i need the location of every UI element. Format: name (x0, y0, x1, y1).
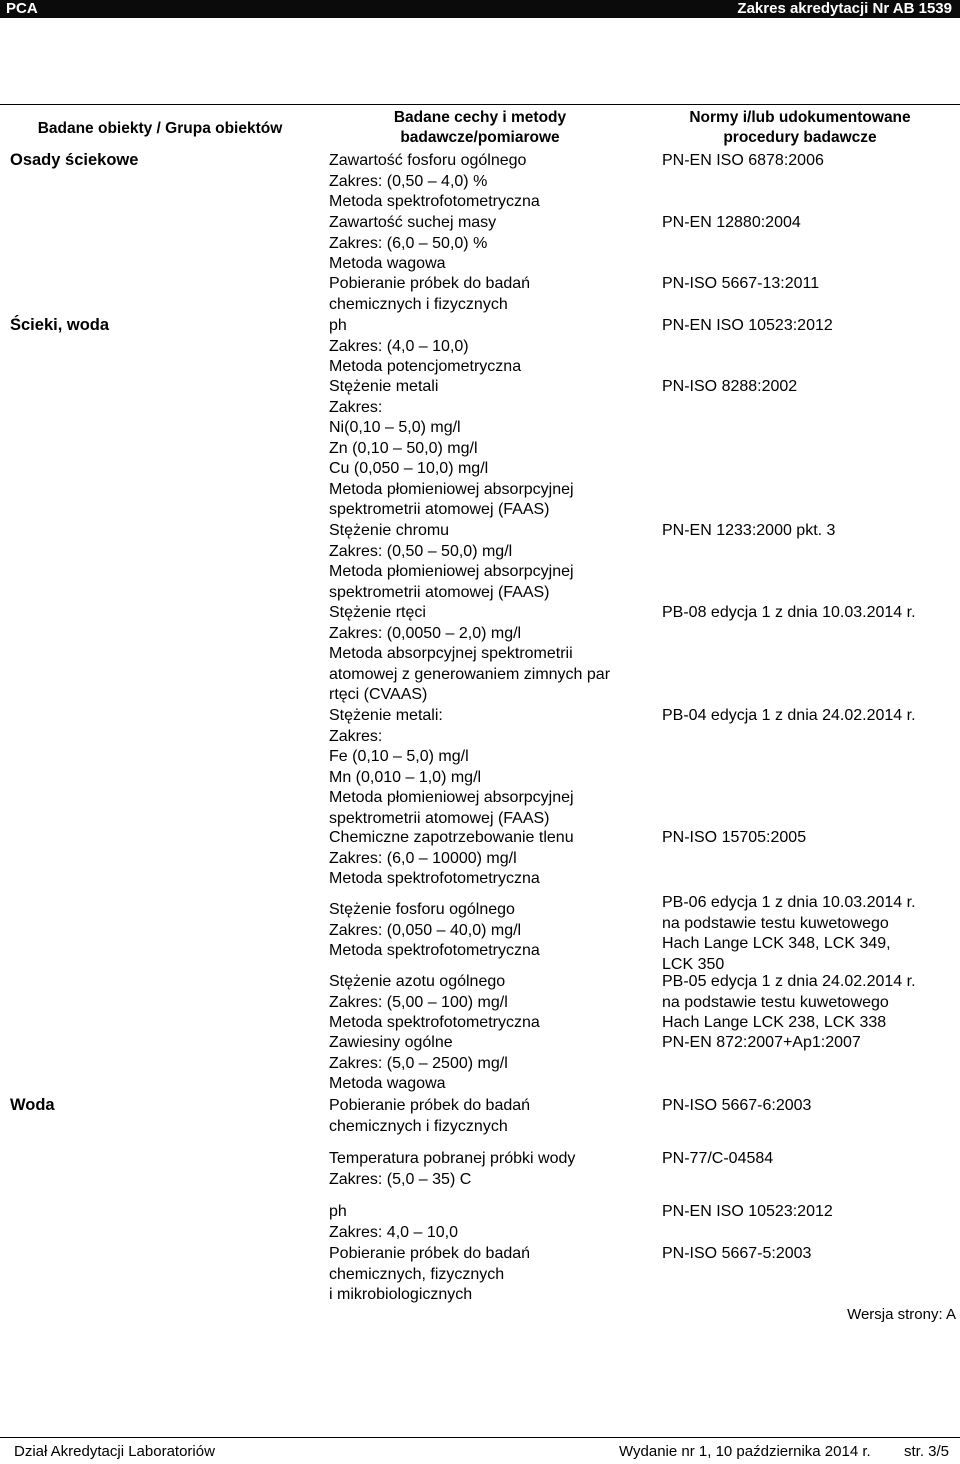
feature-line: Zakres: (5,0 – 2500) mg/l (329, 1054, 508, 1072)
header-title: Zakres akredytacji Nr AB 1539 (737, 0, 952, 17)
feature-cell (329, 972, 644, 1034)
feature-line: Metoda płomieniowej absorpcyjnej (329, 480, 574, 498)
top-header-bar (0, 0, 960, 18)
feature-line: chemicznych i fizycznych (329, 295, 508, 313)
feature-line: Zawartość suchej masy (329, 214, 497, 231)
feature-line: spektrometrii atomowej (FAAS) (329, 809, 550, 827)
col-header-features-line: Badane cechy i metody (393, 109, 567, 126)
feature-line: Cu (0,050 – 10,0) mg/l (329, 460, 489, 477)
feature-cell (329, 1149, 644, 1190)
feature-cell (329, 1244, 644, 1306)
norm-cell (662, 213, 954, 234)
feature-line: spektrometrii atomowej (FAAS) (329, 501, 550, 518)
norm-line: PN-ISO 8288:2002 (662, 378, 798, 395)
feature-line: Metoda spektrofotometryczna (329, 193, 540, 210)
header-rule (0, 104, 960, 105)
norm-cell (662, 1096, 954, 1117)
norm-line: PB-06 edycja 1 z dnia 10.03.2014 r. (662, 894, 916, 911)
feature-line: Chemiczne zapotrzebowanie tlenu (329, 829, 574, 846)
norm-cell (662, 603, 954, 624)
feature-line: Pobieranie próbek do badań (329, 1097, 531, 1114)
feature-line: Mn (0,010 – 1,0) mg/l (329, 768, 482, 786)
feature-line: Pobieranie próbek do badań (329, 275, 531, 292)
norm-line: na podstawie testu kuwetowego (662, 993, 889, 1011)
feature-line: Pobieranie próbek do badań (329, 1245, 531, 1262)
feature-cell (329, 1096, 644, 1137)
feature-cell (329, 706, 644, 829)
feature-line: Zakres: (329, 398, 383, 416)
feature-line: atomowej z generowaniem zimnych par (329, 665, 611, 683)
object-group-wastewater: Ścieki, woda (10, 316, 110, 334)
feature-cell (329, 316, 644, 378)
feature-line: Zakres: (6,0 – 10000) mg/l (329, 849, 517, 867)
feature-line: Metoda wagowa (329, 1075, 446, 1092)
page-version: Wersja strony: A (847, 1306, 956, 1323)
feature-line: Zawartość fosforu ogólnego (329, 152, 527, 169)
norm-cell (662, 151, 954, 172)
feature-line: Metoda spektrofotometryczna (329, 1014, 540, 1031)
feature-line: Stężenie rtęci (329, 604, 426, 621)
feature-line: Zakres: (4,0 – 10,0) (329, 337, 469, 355)
norm-cell (662, 893, 954, 975)
feature-line: i mikrobiologicznych (329, 1286, 473, 1303)
feature-line: Metoda potencjometryczna (329, 358, 522, 375)
feature-line: Zakres: (6,0 – 50,0) % (329, 234, 488, 252)
norm-line: PN-EN ISO 10523:2012 (662, 317, 833, 334)
feature-line: Metoda spektrofotometryczna (329, 870, 540, 887)
feature-line: rtęci (CVAAS) (329, 686, 428, 703)
feature-line: Zawiesiny ogólne (329, 1034, 453, 1051)
feature-line: Zakres: (0,050 – 40,0) mg/l (329, 921, 522, 939)
feature-cell (329, 377, 644, 521)
col-header-norms-line: procedury badawcze (723, 129, 877, 146)
feature-line: Fe (0,10 – 5,0) mg/l (329, 748, 469, 765)
feature-line: Metoda spektrofotometryczna (329, 942, 540, 959)
col-header-norms (645, 108, 955, 148)
norm-line: PB-04 edycja 1 z dnia 24.02.2014 r. (662, 707, 916, 724)
footer-edition: Wydanie nr 1, 10 października 2014 r. (619, 1443, 871, 1460)
feature-line: spektrometrii atomowej (FAAS) (329, 583, 550, 601)
norm-cell (662, 972, 954, 1034)
feature-cell (329, 151, 644, 213)
norm-line: PN-EN ISO 6878:2006 (662, 152, 824, 169)
feature-line: Stężenie fosforu ogólnego (329, 901, 515, 918)
norm-line: PB-05 edycja 1 z dnia 24.02.2014 r. (662, 973, 916, 990)
feature-cell (329, 213, 644, 275)
feature-line: Temperatura pobranej próbki wody (329, 1150, 576, 1167)
feature-line: Zakres: (329, 727, 383, 745)
feature-line: Zakres: 4,0 – 10,0 (329, 1223, 458, 1241)
footer-department: Dział Akredytacji Laboratoriów (14, 1443, 215, 1460)
feature-line: ph (329, 1203, 347, 1220)
object-group-water: Woda (10, 1096, 55, 1114)
object-group-sludge: Osady ściekowe (10, 151, 139, 169)
feature-line: Zakres: (0,50 – 50,0) mg/l (329, 542, 513, 560)
feature-cell (329, 274, 644, 315)
feature-line: Zakres: (5,00 – 100) mg/l (329, 993, 508, 1011)
norm-cell (662, 1202, 954, 1223)
norm-line: PN-ISO 15705:2005 (662, 829, 807, 846)
feature-line: Zakres: (5,0 – 35) C (329, 1170, 472, 1188)
feature-line: Zn (0,10 – 50,0) mg/l (329, 439, 478, 457)
norm-cell (662, 1244, 954, 1265)
feature-line: Metoda płomieniowej absorpcyjnej (329, 563, 574, 580)
col-header-objects: Badane obiekty / Grupa obiektów (37, 120, 283, 137)
norm-cell (662, 316, 954, 337)
norm-cell (662, 274, 954, 295)
norm-cell (662, 706, 954, 727)
norm-line: PN-EN 1233:2000 pkt. 3 (662, 522, 836, 539)
norm-line: LCK 350 (662, 955, 725, 973)
feature-line: Metoda wagowa (329, 255, 446, 272)
feature-line: Zakres: (0,0050 – 2,0) mg/l (329, 624, 522, 642)
norm-cell (662, 521, 954, 542)
feature-line: ph (329, 317, 347, 334)
norm-line: na podstawie testu kuwetowego (662, 914, 889, 932)
feature-line: Zakres: (0,50 – 4,0) % (329, 172, 488, 190)
col-header-features-line: badawcze/pomiarowe (400, 129, 560, 146)
feature-line: Stężenie metali: (329, 707, 443, 724)
norm-line: PN-77/C-04584 (662, 1150, 774, 1167)
feature-line: chemicznych i fizycznych (329, 1117, 508, 1135)
feature-cell (329, 1033, 644, 1095)
footer-page-number: str. 3/5 (904, 1443, 950, 1460)
norm-line: PN-ISO 5667-13:2011 (662, 275, 820, 292)
feature-cell (329, 603, 644, 706)
feature-line: Stężenie chromu (329, 522, 450, 539)
norm-line: PN-ISO 5667-6:2003 (662, 1097, 812, 1114)
norm-line: Hach Lange LCK 348, LCK 349, (662, 935, 891, 952)
norm-cell (662, 1033, 954, 1054)
norm-line: PN-EN ISO 10523:2012 (662, 1203, 833, 1220)
feature-cell (329, 828, 644, 890)
norm-cell (662, 828, 954, 849)
norm-cell (662, 377, 954, 398)
feature-line: chemicznych, fizycznych (329, 1265, 505, 1283)
norm-line: PN-EN 872:2007+Ap1:2007 (662, 1034, 861, 1051)
col-header-norms-line: Normy i/lub udokumentowane (689, 109, 911, 126)
feature-cell (329, 1202, 644, 1243)
feature-cell (329, 900, 644, 962)
norm-line: PB-08 edycja 1 z dnia 10.03.2014 r. (662, 604, 916, 621)
feature-line: Metoda płomieniowej absorpcyjnej (329, 789, 574, 806)
feature-line: Stężenie metali (329, 378, 439, 395)
norm-cell (662, 1149, 954, 1170)
norm-line: Hach Lange LCK 238, LCK 338 (662, 1014, 887, 1031)
feature-line: Ni(0,10 – 5,0) mg/l (329, 419, 461, 436)
header-org: PCA (6, 0, 38, 17)
norm-line: PN-EN 12880:2004 (662, 214, 801, 231)
norm-line: PN-ISO 5667-5:2003 (662, 1245, 812, 1262)
feature-line: Stężenie azotu ogólnego (329, 973, 506, 990)
feature-cell (329, 521, 644, 603)
feature-line: Metoda absorpcyjnej spektrometrii (329, 645, 573, 662)
footer-rule (0, 1437, 960, 1438)
col-header-features (320, 108, 640, 148)
